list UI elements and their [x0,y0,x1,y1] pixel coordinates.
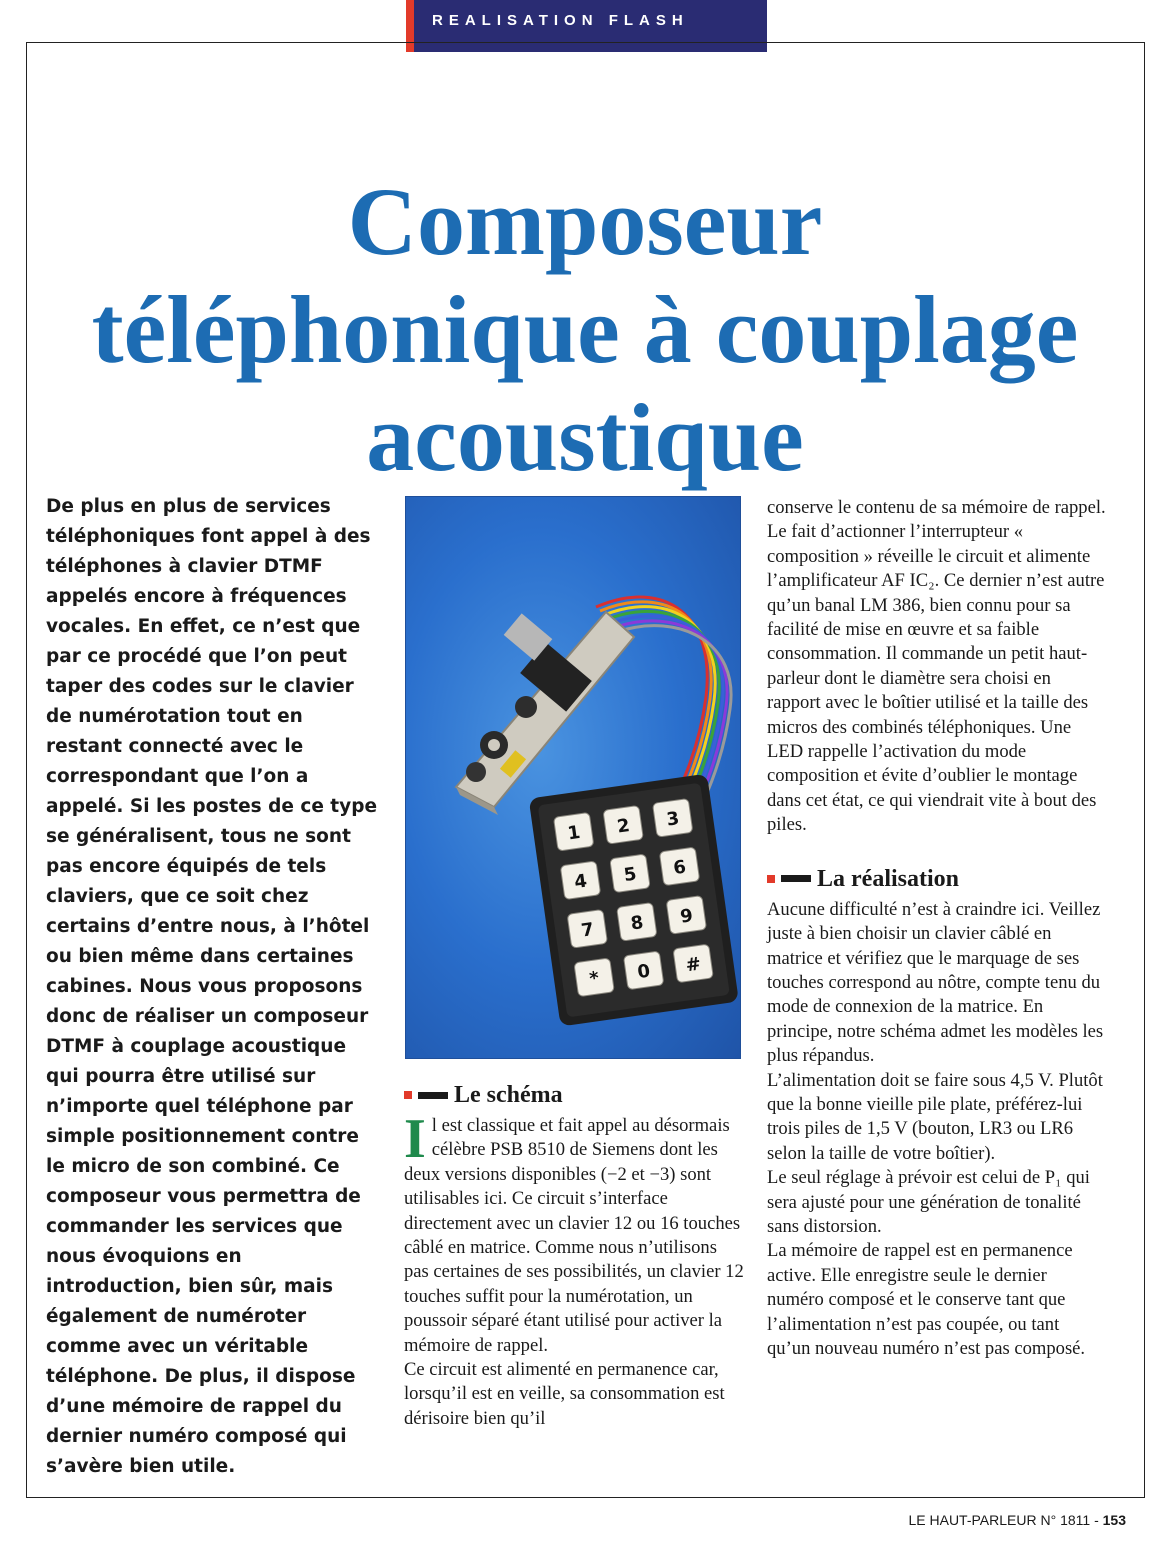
keypad-key-label: 5 [622,863,638,887]
keypad-key-label: 3 [665,808,681,831]
magazine-name: LE HAUT-PARLEUR [908,1512,1037,1528]
keypad-key [553,812,593,851]
schema-paragraph-2: Ce circuit est alimenté en permanence car, lorsqu’il est en veille, sa consommation est dérisoire bien qu’il [404,1359,725,1429]
keypad-key-label: 0 [636,960,652,984]
title-line-2: téléphonique à couplage [91,276,1079,383]
realisation-paragraph-1: Aucune difficulté n’est à craindre ici. Veillez juste à bien choisir un clavier câblé en matrice et vérifiez que le marquage de ses touches correspond au nôtre, compte tenu du mode de connexion de la matrice. En principe, notre schéma admet les modèles les plus répandus. [767,898,1104,1067]
keypad-key-label: 2 [615,815,632,838]
schema-p1-text: l est classique et fait appel au désormais célèbre PSB 8510 de Siemens dont les deux versions disponibles (−2 et −3) sont utilisables ici. Ce circuit s’interface directement avec un clavier 12 ou 16 touches câblé en matrice. Comme nous n’utilisons pas certaines de ses possibilités, un clavier 12 touches suffit pour la numérotation, un poussoir séparé étant utilisé pour activer la mémoire de rappel. [404,1115,744,1356]
circuit-keypad-illustration [406,497,741,1059]
column-right [767,496,1107,1361]
product-photo [405,496,741,1059]
keypad-key [673,944,713,983]
heading-bullet-red [767,875,775,883]
keypad-key-label: # [684,953,703,977]
realisation-heading [767,864,1107,894]
heading-bullet-bar [781,875,811,882]
circuit-board [456,612,634,815]
keypad-key [623,951,663,990]
keypad-key-label: * [588,967,601,990]
col3-paragraph-2: Le fait d’actionner l’interrupteur « composition » réveille le circuit et alimente l’amplificateur AF IC₂. Ce dernier n’est autre qu’un banal LM 386, bien connu pour sa facilité de mise en œuvre et sa faible consommation. Il commande un petit haut-parleur dont le diamètre sera choisi en rapport avec le boîtier utilisé et la taille des micros des combinés téléphoniques. Une LED rappelle l’activation du mode composition et évite d’oublier le montage dans cet état, ce qui viendrait vite à bout des piles. [767,521,1105,836]
realisation-paragraph-4: La mémoire de rappel est en permanence active. Elle enregistre seule le dernier numéro composé et le conserve tant que l’alimentation n’est pas coupée, ou tant qu’un nouveau numéro n’est pas composé. [767,1240,1086,1359]
intro-text: De plus en plus de services téléphoniques font appel à des téléphones à clavier DTMF appelés encore à fréquences vocales. En effet, ce n’est que par ce procédé que l’on peut taper des codes sur le clavier de numérotation tout en restant connecté avec le correspondant que l’on a appelé. Si les postes de ce type se généralisent, tous ne sont pas encore équipés de tels claviers, que ce soit chez certains d’entre nous, à l’hôtel ou bien même dans certaines cabines. Nous vous proposons donc de réaliser un composeur DTMF à couplage acoustique qui pourra être utilisé sur n’importe quel téléphone par simple positionnement contre le micro de son combiné. Ce composeur vous permettra de commander les services que nous évoquions en introduction, bien sûr, mais également de numéroter comme avec un véritable téléphone. De plus, il dispose d’une mémoire de rappel du dernier numéro composé qui s’avère bien utile. [46,496,378,1477]
column-schema [404,1080,744,1431]
realisation-paragraph-3: Le seul réglage à prévoir est celui de P₁ qui sera ajusté pour une génération de tonalité sans distorsion. [767,1167,1090,1237]
keypad-key [560,861,600,900]
keypad-key [659,847,699,886]
keypad-key [603,805,643,844]
keypad-key-label: 8 [629,912,645,935]
page-number: 153 [1102,1512,1126,1528]
keypad-key [666,896,706,935]
schema-heading [404,1080,744,1110]
schema-paragraph-1 [404,1108,744,1358]
keypad-key [653,798,693,837]
schema-heading-text: Le schéma [454,1082,563,1108]
issue-number: N° 1811 - [1040,1512,1099,1528]
keypad-key-label: 7 [579,919,596,942]
keypad-key-label: 9 [678,905,695,928]
intro-lead [46,492,381,1482]
col3-paragraph-1: conserve le contenu de sa mémoire de rappel. [767,497,1106,518]
keypad-key [610,854,650,893]
heading-bullet-red [404,1091,412,1099]
keypad-key [574,958,614,997]
page-footer [908,1512,1126,1528]
title-line-1: Composeur [347,168,823,275]
heading-bullet-bar [418,1092,448,1099]
realisation-heading-text: La réalisation [817,865,959,892]
keypad-key-label: 1 [566,821,582,845]
keypad-key [617,903,657,942]
article-title [30,168,1140,492]
section-label: REALISATION FLASH [432,12,689,29]
title-line-3: acoustique [366,384,804,491]
drop-cap: I [404,1108,426,1170]
keypad-key-label: 6 [672,856,688,880]
keypad-key-label: 4 [573,870,589,894]
keypad-key [567,909,607,948]
realisation-paragraph-2: L’alimentation doit se faire sous 4,5 V. Plutôt que la bonne vieille pile plate, préférez-lui trois piles de 1,5 V (bouton, LR3 ou LR6 selon la taille de votre boîtier). [767,1069,1103,1164]
